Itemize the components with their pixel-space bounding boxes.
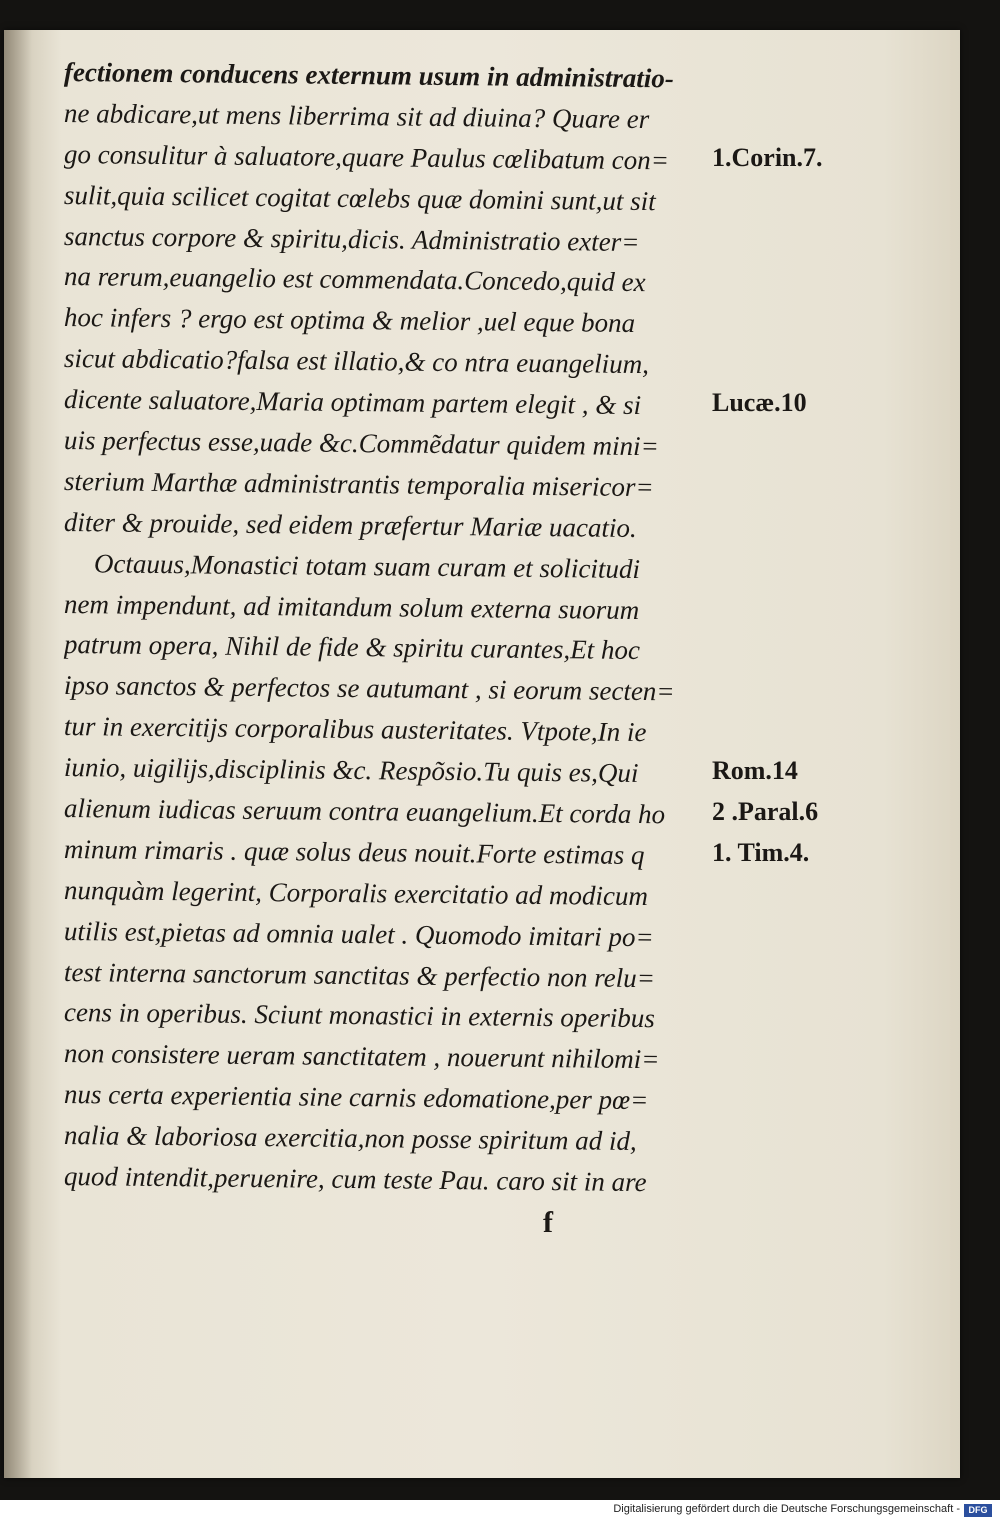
marginal-note: 1.Corin.7. [712,142,823,172]
marginal-note: 1. Tim.4. [712,838,810,868]
text-line: sicut abdicatio?falsa est illatio,& co ntra euangelium, [63,343,650,380]
text-line: nalia & laboriosa exercitia,non posse spiritum ad id, [63,1120,637,1157]
dfg-logo: DFG [964,1504,992,1517]
text-line: nunquàm legerint, Corporalis exercitatio ad modicum [63,874,649,911]
text-line: non consistere ueram sanctitatem , nouerunt nihilomi= [63,1038,660,1075]
text-line: sulit,quia scilicet cogitat cœlebs quæ domini sunt,ut sit [63,179,656,216]
digitization-footer [0,1500,1000,1521]
text-line: diter & prouide, sed eidem præfertur Mariæ uacatio. [63,506,637,543]
text-line: sanctus corpore & spiritu,dicis. Administratio exter= [63,220,640,257]
text-line: cens in operibus. Sciunt monastici in externis operibus [63,997,656,1034]
text-line: utilis est,pietas ad omnia ualet . Quomodo imitari po= [63,915,654,952]
main-text-block [64,52,724,1197]
text-line: patrum opera, Nihil de fide & spiritu curantes,Et hoc [63,629,641,666]
footer-credit: Digitalisierung gefördert durch die Deutsche Forschungsgemeinschaft - [613,1503,960,1515]
text-line: dicente saluatore,Maria optimam partem elegit , & si [63,384,642,421]
text-line: ne abdicare,ut mens liberrima sit ad diuina? Quare er [63,97,650,135]
page-gutter-shadow [4,30,32,1478]
text-line: fectionem conducens externum usum in administratio- [63,57,674,94]
marginal-note: 2 .Paral.6 [712,797,819,827]
text-line: tur in exercitijs corporalibus austeritates. Vtpote,In ie [63,711,647,748]
text-line: Octauus,Monastici totam suam curam et solicitudi [93,548,641,584]
text-line: nem impendunt, ad imitandum solum externa suorum [63,588,640,625]
text-line: ipso sanctos & perfectos se autumant , si eorum secten= [63,670,675,707]
text-line: alienum iudicas seruum contra euangelium.Et corda ho [63,793,666,830]
text-line: sterium Marthæ administrantis temporalia misericor= [63,465,654,503]
text-line: na rerum,euangelio est commendata.Concedo,quid ex [63,261,646,298]
text-line: uis perfectus esse,uade &c.Commẽdatur quidem mini= [63,425,660,462]
text-line: iunio, uigilijs,disciplinis &c. Respõsio.Tu quis es,Qui [63,752,639,789]
marginal-note: Lucæ.10 [712,388,807,418]
text-line: test interna sanctorum sanctitas & perfectio non relu= [63,956,656,993]
signature-mark: f [543,1206,553,1239]
text-line: nus certa experientia sine carnis edomatione,per pœ= [63,1079,649,1116]
text-line: minum rimaris . quæ solus deus nouit.Forte estimas q [63,833,645,871]
marginal-note: Rom.14 [712,756,798,786]
text-line: quod intendit,peruenire, cum teste Pau. caro sit in are [63,1161,647,1198]
text-line: hoc infers ? ergo est optima & melior ,uel eque bona [63,302,636,339]
text-line: go consulitur à saluatore,quare Paulus cœlibatum con= [63,138,670,176]
